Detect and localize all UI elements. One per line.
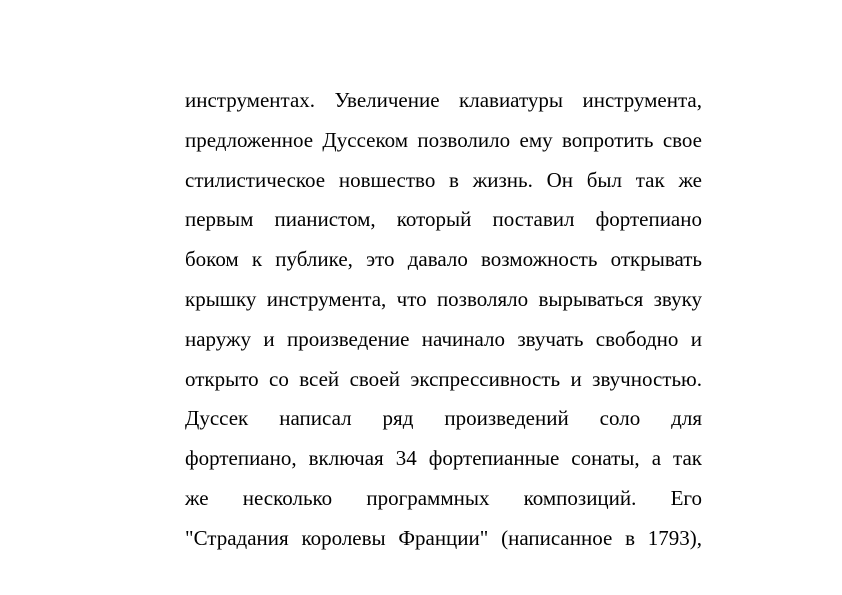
text-line: "Страдания королевы Франции" (написанное в 1793), (185, 525, 702, 550)
text-line: же несколько программных композиций. Его (185, 485, 702, 510)
text-line: открыто со всей своей экспрессивность и звучностью. (185, 366, 702, 391)
text-line: крышку инструмента, что позволяло вырываться звуку (185, 286, 702, 311)
text-line: фортепиано, включая 34 фортепианные сонаты, а так (185, 446, 702, 471)
text-line: инструментах. Увеличение клавиатуры инструмента, (185, 88, 702, 112)
text-line: стилистическое новшество в жизнь. Он был так же (185, 167, 702, 192)
body-text (185, 86, 702, 564)
text-line: первым пианистом, который поставил фортепиано (185, 207, 702, 232)
text-line: предложенное Дуссеком позволило ему вопротить свое (185, 127, 702, 152)
text-line: боком к публике, это давало возможность открывать (185, 247, 702, 272)
text-line: наружу и произведение начинало звучать свободно и (185, 326, 702, 351)
text-line: Дуссек написал ряд произведений соло для (185, 406, 702, 431)
